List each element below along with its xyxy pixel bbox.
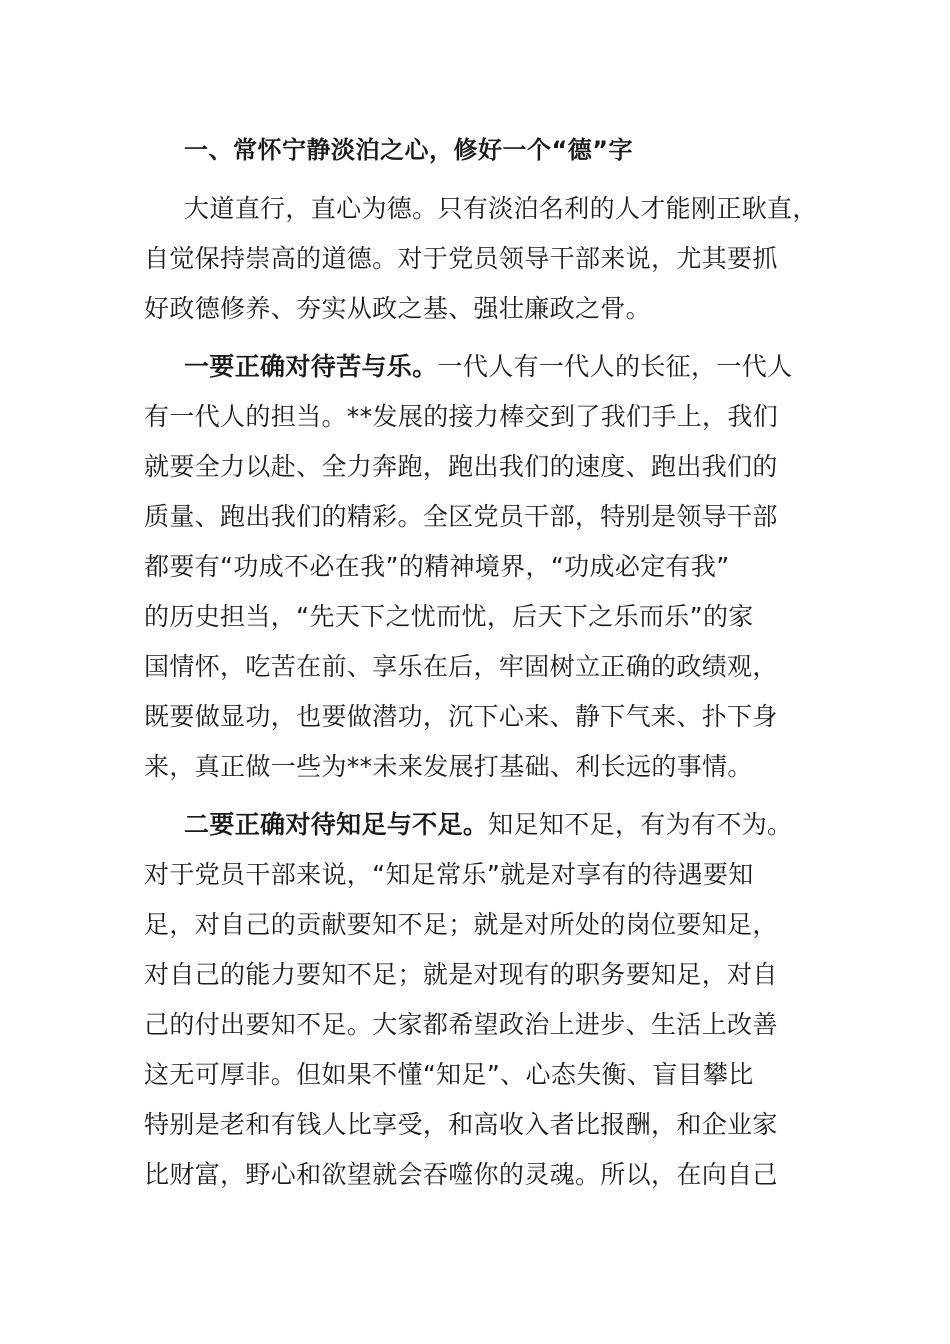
text-line: 质量、跑出我们的精彩。全区党员干部，特别是领导干部 bbox=[144, 502, 778, 531]
text-run: 知足知不足，有为有不为。 bbox=[488, 810, 793, 839]
text-line: 对于党员干部来说，“知足常乐”就是对享有的待遇要知 bbox=[144, 860, 754, 889]
paragraph-hardship-and-joy bbox=[144, 342, 810, 792]
text-line: 足，对自己的贡献要知不足；就是对所处的岗位要知足， bbox=[144, 910, 778, 939]
text-line: 特别是老和有钱人比享受，和高收入者比报酬，和企业家 bbox=[144, 1110, 778, 1139]
paragraph-lead-heading: 一要正确对待苦与乐。 bbox=[184, 352, 438, 381]
text-line: 既要做显功，也要做潜功，沉下心来、静下气来、扑下身 bbox=[144, 702, 778, 731]
paragraph-de-intro bbox=[144, 184, 818, 334]
text-line bbox=[144, 342, 810, 392]
document-body bbox=[144, 125, 818, 1208]
text-line: 都要有“功成不必在我”的精神境界，“功成必定有我” bbox=[144, 552, 730, 581]
text-line: 大道直行，直心为德。只有淡泊名利的人才能刚正耿直， bbox=[184, 194, 818, 223]
text-line: 好政德修养、夯实从政之基、强壮廉政之骨。 bbox=[144, 294, 652, 323]
text-line: 这无可厚非。但如果不懂“知足”、心态失衡、盲目攀比 bbox=[144, 1060, 754, 1089]
paragraph-contentment bbox=[144, 800, 810, 1200]
text-line: 来，真正做一些为**未来发展打基础、利长远的事情。 bbox=[144, 752, 753, 781]
text-line: 己的付出要知不足。大家都希望政治上进步、生活上改善 bbox=[144, 1010, 778, 1039]
section-heading: 一、常怀宁静淡泊之心，修好一个“德”字 bbox=[184, 136, 634, 164]
text-run: 一代人有一代人的长征，一代人 bbox=[437, 352, 793, 381]
text-line: 自觉保持崇高的道德。对于党员领导干部来说，尤其要抓 bbox=[144, 244, 778, 273]
paragraph-lead-heading: 二要正确对待知足与不足。 bbox=[184, 810, 489, 839]
text-line: 有一代人的担当。**发展的接力棒交到了我们手上，我们 bbox=[144, 402, 779, 431]
text-line: 就要全力以赴、全力奔跑，跑出我们的速度、跑出我们的 bbox=[144, 452, 778, 481]
text-line bbox=[144, 800, 810, 850]
text-line: 对自己的能力要知不足；就是对现有的职务要知足，对自 bbox=[144, 960, 778, 989]
text-line: 的历史担当，“先天下之忧而忧，后天下之乐而乐”的家 bbox=[144, 602, 754, 631]
text-line: 国情怀，吃苦在前、享乐在后，牢固树立正确的政绩观， bbox=[144, 652, 778, 681]
text-line: 比财富，野心和欲望就会吞噬你的灵魂。所以，在向自己 bbox=[144, 1160, 778, 1189]
